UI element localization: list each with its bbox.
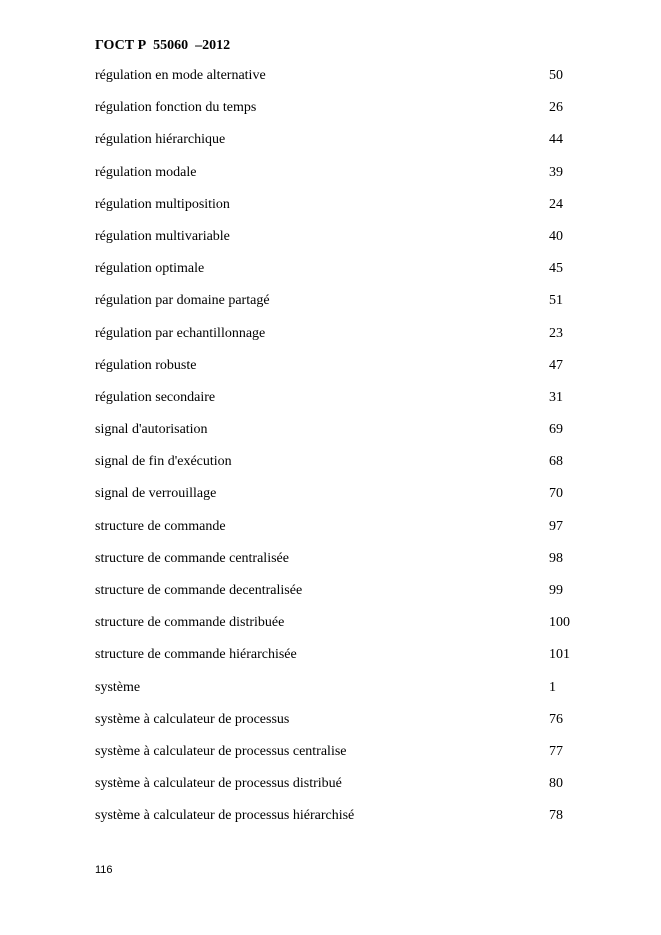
index-entry [95,324,595,356]
document-header: ГОСТ Р 55060 –2012 [95,38,231,53]
index-page-ref: 99 [549,583,563,598]
index-term: signal de verrouillage [95,486,217,502]
index-entry [95,291,595,323]
index-term: régulation par domaine partagé [95,293,270,309]
index-page-ref: 24 [549,196,563,212]
index-page-ref: 97 [549,518,563,534]
index-page-ref: 80 [549,776,563,792]
index-term: structure de commande hiérarchisée [95,647,297,663]
index-term: régulation multivariable [95,228,230,244]
page-number: 116 [95,864,113,876]
index-page-ref: 44 [549,132,563,148]
index-page-ref: 101 [549,647,570,663]
index-term: système à calculateur de processus centralise [95,743,347,759]
index-page-ref: 51 [549,293,563,309]
index-entry [95,774,595,806]
index-entry [95,581,595,613]
index-page-ref: 1 [549,679,556,695]
index-term: structure de commande [95,518,226,534]
index-term: système à calculateur de processus distribué [95,776,342,792]
index-entry [95,452,595,484]
index-page-ref: 68 [549,454,563,470]
index-page-ref: 77 [549,743,563,759]
index-page-ref: 23 [549,325,563,341]
index-term: système à calculateur de processus hiérarchisé [95,808,355,824]
index-entry [95,388,595,420]
index-entry [95,549,595,581]
index-entry [95,742,595,774]
index-entry [95,806,595,838]
index-term: régulation optimale [95,261,205,277]
index-entry [95,163,595,195]
index-entry [95,710,595,742]
index-page-ref: 50 [549,68,563,83]
index-entry [95,227,595,259]
index-page-ref: 70 [549,486,563,502]
index-term: structure de commande centralisée [95,550,289,566]
index-page-ref: 100 [549,615,570,631]
index-entry [95,484,595,516]
index-entry [95,130,595,162]
index-entry [95,420,595,452]
index-term: régulation par echantillonnage [95,325,266,341]
index-page-ref: 45 [549,261,563,277]
index-entry [95,645,595,677]
index-page-ref: 39 [549,164,563,180]
index-page-ref: 26 [549,100,563,116]
index-page-ref: 40 [549,228,563,244]
index-term: structure de commande distribuée [95,615,285,631]
index-list [95,66,595,839]
index-page-ref: 76 [549,711,563,727]
index-page-ref: 47 [549,357,563,373]
index-entry [95,613,595,645]
index-term: régulation fonction du temps [95,100,257,116]
index-entry [95,517,595,549]
index-term: régulation hiérarchique [95,132,226,148]
index-term: signal d'autorisation [95,422,208,438]
index-term: système à calculateur de processus [95,711,290,727]
index-page-ref: 78 [549,808,563,824]
index-page-ref: 69 [549,422,563,438]
index-term: régulation modale [95,164,197,180]
index-term: régulation secondaire [95,389,216,405]
index-term: signal de fin d'exécution [95,454,232,470]
index-page-ref: 31 [549,389,563,405]
index-entry [95,195,595,227]
index-term: structure de commande decentralisée [95,583,303,598]
index-entry [95,259,595,291]
index-term: régulation en mode alternative [95,68,266,83]
index-entry [95,678,595,710]
index-term: régulation robuste [95,357,197,373]
index-term: régulation multiposition [95,196,230,212]
index-page-ref: 98 [549,550,563,566]
index-entry [95,356,595,388]
index-entry [95,98,595,130]
index-entry [95,66,595,98]
index-term: système [95,679,141,695]
